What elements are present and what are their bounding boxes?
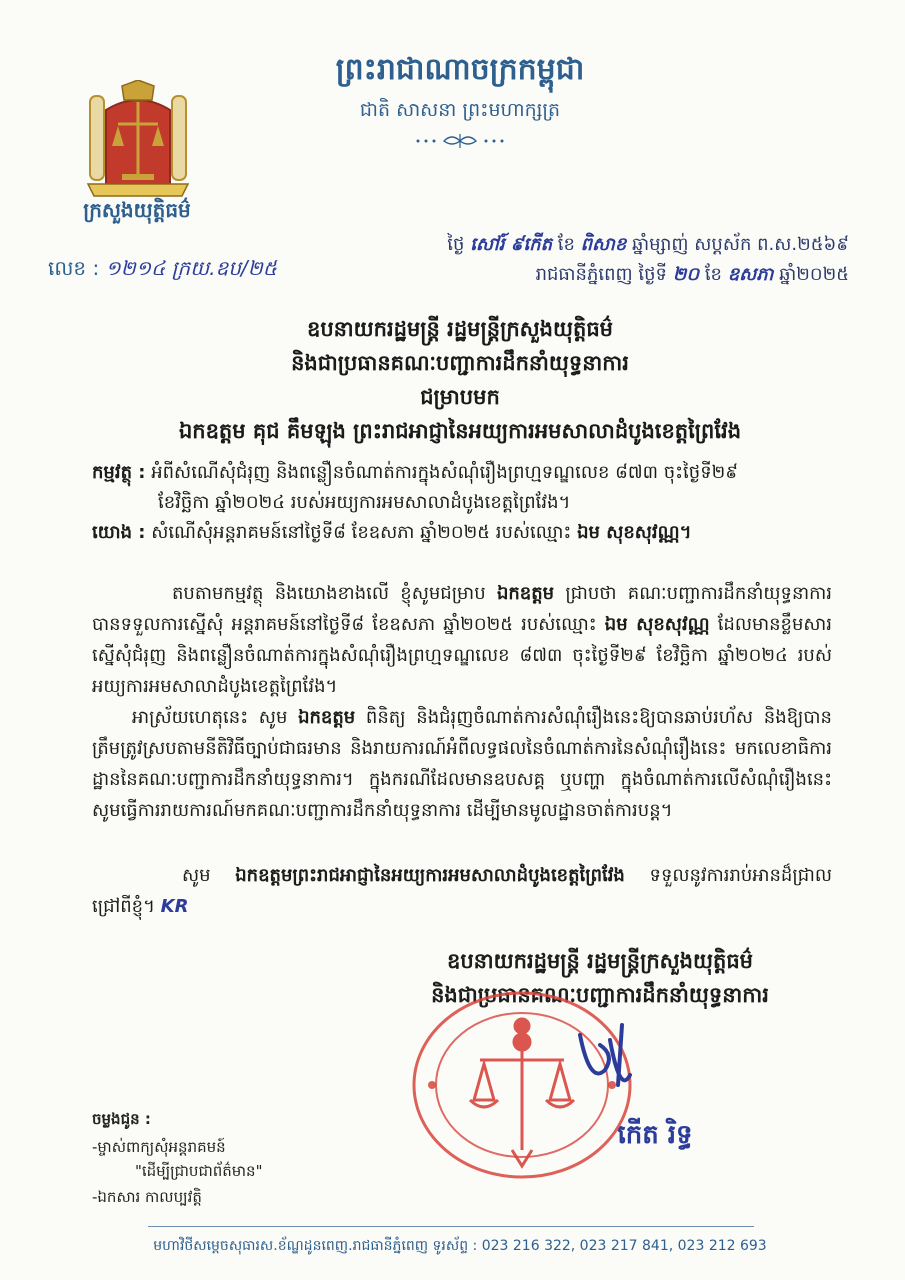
- subject-label: កម្មវត្ថុ :: [92, 462, 146, 483]
- p1-name: ឯម សុខសុវណ្ណ: [604, 614, 710, 635]
- reference-line-text: សំណើសុំអន្តរាគមន៍នៅថ្ងៃទី៨ ខែឧសភា ឆ្នាំ២០២៥ របស់ឈ្មោះ: [151, 522, 572, 543]
- p3-text-c: ទទួលនូវការរាប់អានដ៏ជ្រាលជ្រៅពីខ្ញុំ។: [92, 865, 832, 917]
- lunar-date: [329, 232, 849, 259]
- p1-honorific: ឯកឧត្តម: [496, 583, 555, 604]
- national-motto: ជាតិ សាសនា ព្រះមហាក្សត្រ: [359, 99, 561, 121]
- signatory-title-1: ឧបនាយករដ្ឋមន្ត្រី រដ្ឋមន្ត្រីក្រសួងយុត្តិធម៌: [446, 949, 753, 973]
- cc-label: ចម្លងជូន :: [92, 1110, 151, 1128]
- lunar-year: ឆ្នាំម្សាញ់ សប្តស័ក ព.ស.២៥៦៩: [632, 234, 849, 255]
- footer-divider: [148, 1226, 754, 1227]
- ministry-emblem-icon: [82, 80, 194, 198]
- reference-line-name: ឯម សុខសុវណ្ណ។: [577, 522, 692, 543]
- cc-item-1-note: "ដើម្បីជ្រាបជាព័ត៌មាន": [135, 1162, 263, 1180]
- month-label: ខែ: [704, 264, 722, 285]
- signatory-title-2: និងជាប្រធានគណៈបញ្ជាការដឹកនាំយុទ្ធនាការ: [431, 983, 769, 1007]
- place-prefix: រាជធានីភ្នំពេញ ថ្ងៃទី: [535, 264, 667, 285]
- subject-text-1: អំពីសំណើសុំជំរុញ និងពន្លឿនចំណាត់ការក្នុងសំណុំរឿងព្រហ្មទណ្ឌលេខ ៨៧៣ ចុះថ្ងៃទី២៩: [151, 462, 738, 483]
- cc-item-2: -ឯកសារ កាលប្បវត្តិ: [92, 1188, 202, 1206]
- footer-address: [130, 1236, 790, 1257]
- p3-recipient: ឯកឧត្តមព្រះរាជអាជ្ញានៃអយ្យការអមសាលាដំបូងខេត្តព្រៃវែង: [235, 865, 625, 886]
- p1-text-c: ជ្រាបថា គណៈបញ្ជាការដឹកនាំយុទ្ធនាការ បានទទួលការស្នើសុំ អន្តរាគមន៍នៅថ្ងៃទី៨ ខែឧសភា ឆ្នាំ២០២៥ របស់ឈ្មោះ: [92, 583, 832, 635]
- reference-label: លេខ :: [48, 256, 100, 280]
- paragraph-1: [92, 578, 832, 702]
- ministry-name: ក្រសួងយុត្តិធម៌: [83, 198, 191, 222]
- signatory-name: កើត រិទ្ធ: [617, 1120, 693, 1150]
- reference-value: ១២១៤ ក្រយ.ឧប/២៥: [105, 256, 277, 280]
- handwritten-signature-icon: [560, 1015, 660, 1105]
- p2-honorific: ឯកឧត្តម: [298, 707, 356, 728]
- lunar-month: ពិសាខ: [580, 234, 627, 255]
- p3-text-a: សូម: [182, 865, 211, 886]
- cc-item-1: -ម្ចាស់ពាក្យសុំអន្តរាគមន៍: [92, 1138, 226, 1156]
- paragraph-3: [92, 860, 832, 922]
- ornament-icon: [410, 130, 510, 152]
- recipient: ឯកឧត្តម គុជ គឹមឡុង ព្រះរាជអាជ្ញានៃអយ្យការអមសាលាដំបូងខេត្តព្រៃវែង: [178, 419, 742, 443]
- solar-date: [329, 262, 849, 289]
- lunar-day: សៅរ៍ ៩កើត: [470, 234, 552, 255]
- subject-text-2: ខែវិច្ឆិកា ឆ្នាំ២០២៤ របស់អយ្យការអមសាលាដំបូងខេត្តព្រៃវែង។: [158, 492, 571, 513]
- sender-line-2: និងជាប្រធានគណៈបញ្ជាការដឹកនាំយុទ្ធនាការ: [291, 351, 629, 375]
- lunar-prefix: ថ្ងៃ: [447, 234, 465, 255]
- footer-phones: 023 216 322, 023 217 841, 023 212 693: [481, 1238, 767, 1254]
- reference-line-label: យោង :: [92, 522, 146, 543]
- solar-year: ឆ្នាំ២០២៥: [779, 264, 849, 285]
- lunar-month-label: ខែ: [557, 234, 575, 255]
- solar-month: ឧសភា: [727, 264, 774, 285]
- footer-address-text: មហាវិថីសម្ដេចសុធារស.ខ័ណ្ឌដូនពេញ.រាជធានីភ្នំពេញ ទូរស័ព្ទ :: [153, 1238, 478, 1254]
- paragraph-2: [92, 702, 832, 826]
- initials: KR: [160, 896, 189, 917]
- salutation: ជម្រាបមក: [420, 385, 500, 409]
- p2-text-a: អាស្រ័យហេតុនេះ សូម: [132, 707, 288, 728]
- p1-text-e: ដែលមានខ្លឹមសារស្នើសុំជំរុញ និងពន្លឿនចំណាត់ការក្នុងសំណុំរឿងព្រហ្មទណ្ឌលេខ ៨៧៣ ចុះថ្ងៃទី២៩ ខែវិច្ឆិកា ឆ្នាំ២០២៤ របស់អយ្យការអមសាលាដំបូងខេត្តព្រៃវែង។: [92, 614, 832, 697]
- p2-text-c: ពិនិត្យ និងជំរុញចំណាត់ការសំណុំរឿងនេះឱ្យបានឆាប់រហ័ស និងឱ្យបានត្រឹមត្រូវស្របតាមនីតិវិធីច្បាប់ជាធរមាន និងរាយការណ៍អំពីលទ្ធផលនៃចំណាត់ការនៃសំណុំរឿងនេះ មកលេខាធិការដ្ឋាននៃគណៈបញ្ជាការដឹកនាំយុទ្ធនាការ។ ក្នុងករណីដែលមានឧបសគ្គ ឬបញ្ហា ក្នុងចំណាត់ការលើសំណុំរឿងនេះ សូមធ្វើការរាយការណ៍មកគណៈបញ្ជាការដឹកនាំយុទ្ធនាការ ដើម្បីមានមូលដ្ឋានចាត់ការបន្ត។: [92, 707, 832, 821]
- sender-line-1: ឧបនាយករដ្ឋមន្ត្រី រដ្ឋមន្ត្រីក្រសួងយុត្តិធម៌: [306, 317, 613, 341]
- kingdom-title: ព្រះរាជាណាចក្រកម្ពុជា: [335, 52, 585, 87]
- solar-day: ២០: [672, 264, 700, 285]
- p1-text-a: តបតាមកម្មវត្ថុ និងយោងខាងលើ ខ្ញុំសូមជម្រាប: [172, 583, 486, 604]
- reference-number: [48, 255, 318, 285]
- subject-block: [92, 458, 832, 548]
